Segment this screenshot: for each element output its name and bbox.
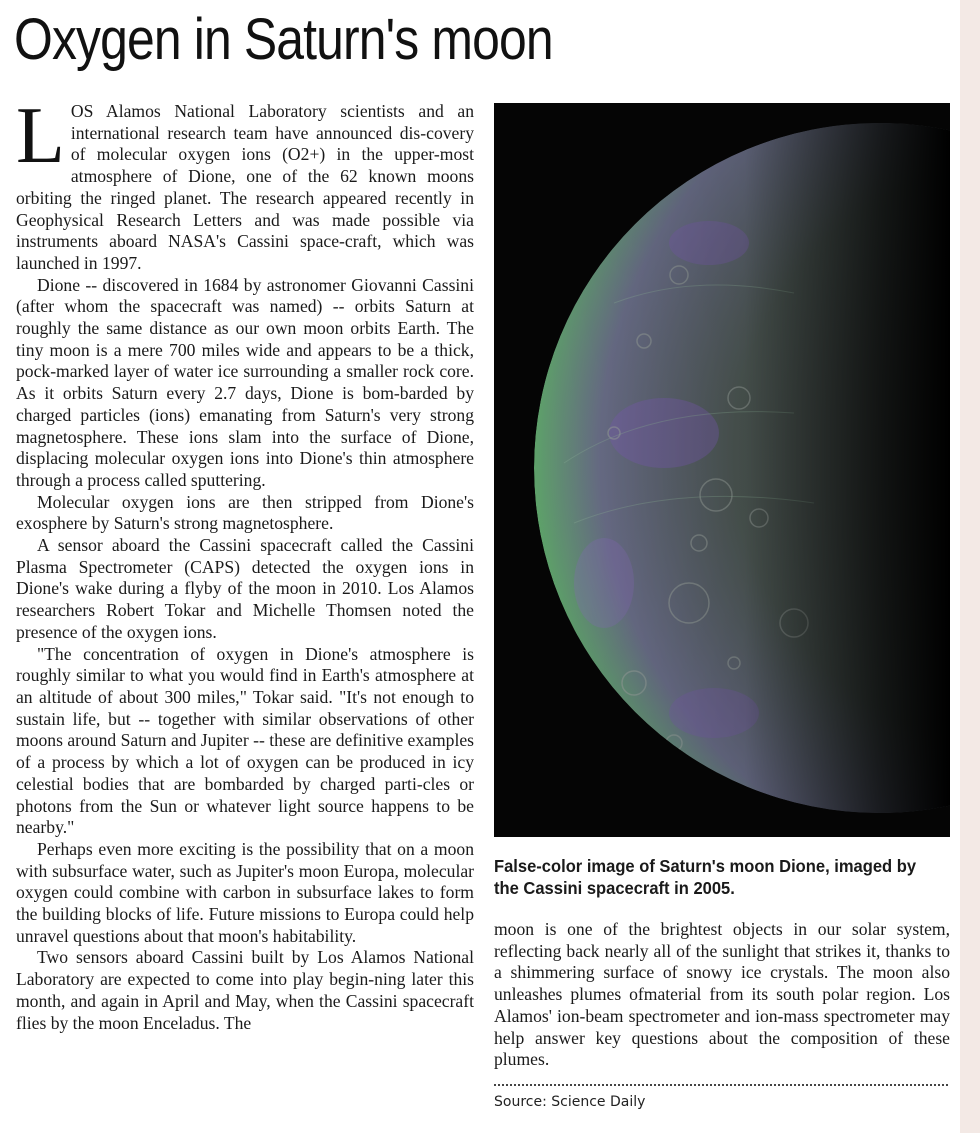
article-paragraph-6: Perhaps even more exciting is the possibility that on a moon with subsurface water, such as Jupiter's moon Europa, molecular oxygen could combine with carbon in subsurface lakes to form the building blocks of life. Future missions to Europa could help unravel questions about that moon's habitability. xyxy=(16,838,474,946)
article-paragraph-2: Dione -- discovered in 1684 by astronomer Giovanni Cassini (after whom the spacecraft was named) -- orbits Saturn at roughly the same distance as our own moon orbits Earth. The tiny moon is a mere 700 miles wide and appears to be a thick, pock-marked layer of water ice surrounding a smaller rock core. As it orbits Saturn every 2.7 days, Dione is bom-barded by charged particles (ions) emanating from Saturn's very strong magnetosphere. These ions slam into the surface of Dione, displacing molecular oxygen ions into Dione's thin atmosphere through a process called sputtering. xyxy=(16,274,474,490)
drop-cap: L xyxy=(16,92,65,180)
dione-moon-illustration xyxy=(494,103,950,837)
article-paragraph-7: Two sensors aboard Cassini built by Los Alamos National Laboratory are expected to come into play begin-ning later this month, and again in April and May, when the Cassini spacecraft flies by the moon Enceladus. The xyxy=(16,947,474,1033)
article-continuation: moon is one of the brightest objects in our solar system, reflecting back nearly all of the sunlight that strikes it, thanks to a shimmering surface of snowy ice crystals. The moon also unleashes plumes ofmaterial from its south polar region. Los Alamos' ion-beam spectrometer and ion-mass spectrometer may help answer key questions about the composition of these plumes. xyxy=(494,919,950,1070)
page-edge-strip xyxy=(960,0,980,1133)
paragraph-1-text: OS Alamos National Laboratory scientists and an international research team have announced dis-covery of molecular oxygen ions (O2+) in the upper-most atmosphere of Dione, one of the 62 known moons orbiting the ringed planet. The research appeared recently in Geophysical Research Letters and was made possible via instruments aboard NASA's Cassini space-craft, which was launched in 1997. xyxy=(16,101,474,273)
article-paragraph-4: A sensor aboard the Cassini spacecraft called the Cassini Plasma Spectrometer (CAPS) detected the oxygen ions in Dione's wake during a flyby of the moon in 2010. Los Alamos researchers Robert Tokar and Michelle Thomsen noted the presence of the oxygen ions. xyxy=(16,535,474,642)
article-paragraph-5: "The concentration of oxygen in Dione's atmosphere is roughly similar to what you would find in Earth's atmosphere at an altitude of about 300 miles," Tokar said. "It's not enough to sustain life, but -- together with similar observations of other moons around Saturn and Jupiter -- these are definitive examples of a process by which a lot of oxygen can be produced in icy celestial bodies that are bombarded by charged parti-cles or photons from the Sun or whatever light source happens to be nearby." xyxy=(16,643,474,838)
source-credit: Source: Science Daily xyxy=(494,1094,646,1110)
article-body-left-column xyxy=(16,92,474,1034)
photo-caption: False-color image of Saturn's moon Dione, imaged by the Cassini spacecraft in 2005. xyxy=(494,856,917,898)
headline: Oxygen in Saturn's moon xyxy=(14,7,553,72)
dione-photo xyxy=(494,103,950,837)
dotted-divider xyxy=(494,1084,948,1086)
article-paragraph-1 xyxy=(16,92,474,275)
article-paragraph-3: Molecular oxygen ions are then stripped from Dione's exosphere by Saturn's strong magnetosphere. xyxy=(16,491,474,534)
